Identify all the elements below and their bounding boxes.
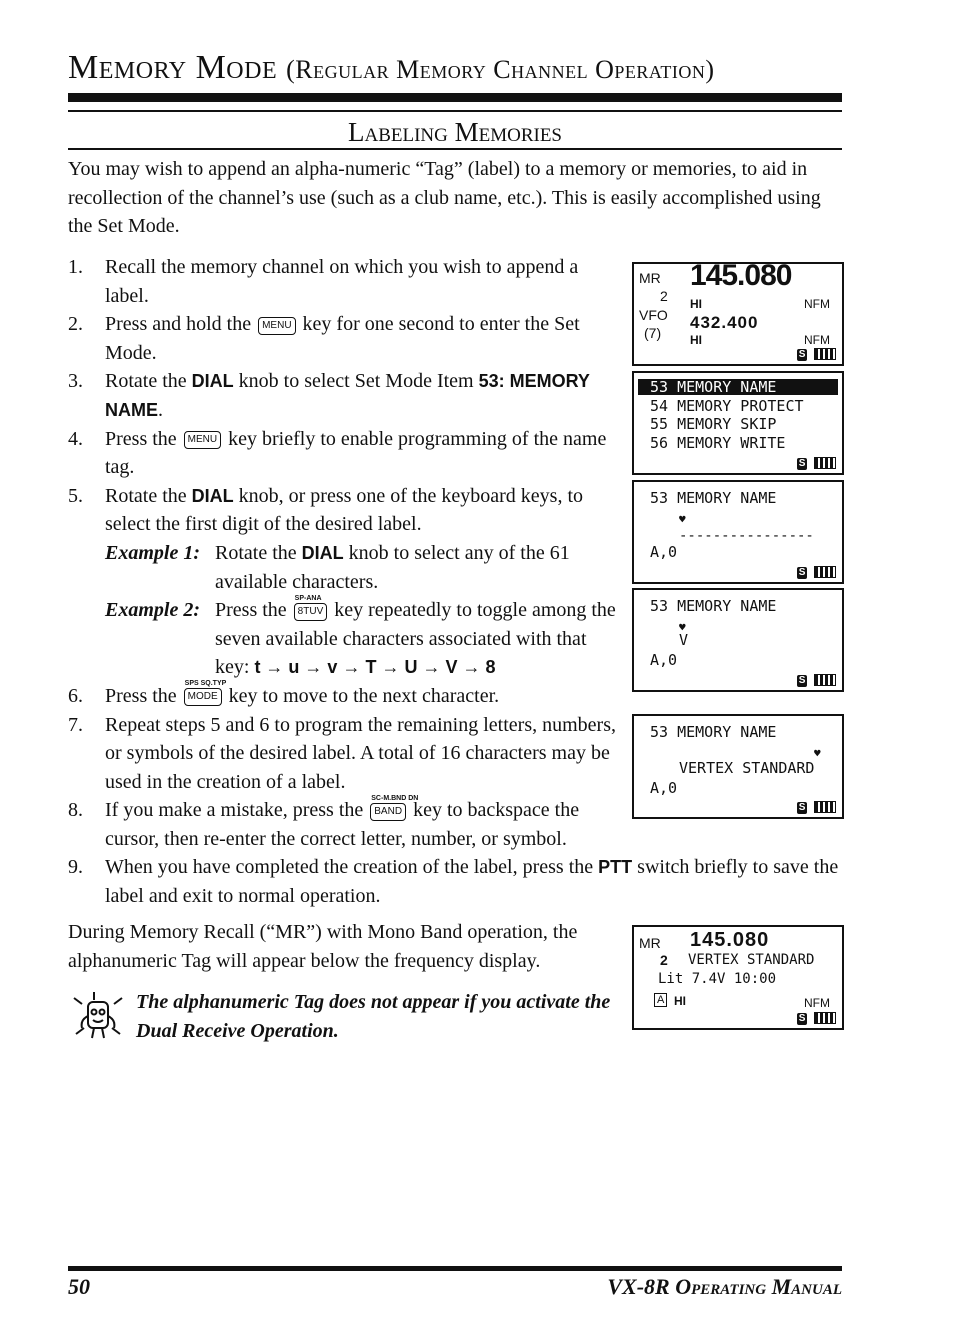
mr-paragraph: During Memory Recall (“MR”) with Mono Band operation, the alphanumeric Tag will appear below the frequency display. — [68, 921, 578, 972]
mode-key-icon: SPS SQ.TYP MODE — [184, 688, 222, 706]
example-2: Example 2: Press the SP-ANA 8TUV key repeatedly to toggle among the seven available characters associated with that key: t → u → v → T → U → V → 8 — [105, 594, 616, 679]
page-title-main: Memory Mode — [68, 49, 278, 86]
battery-icon: S — [797, 800, 836, 814]
battery-icon: S — [797, 565, 836, 579]
step-8: 8. If you make a mistake, press the SC-M.BND DN BAND key to backspace the cursor, then re-enter the correct letter, number, or symbol. — [68, 794, 580, 850]
lcd-name-complete: 53 MEMORY NAME ♥ VERTEX STANDARD A,0 S — [632, 714, 844, 819]
battery-icon: S — [797, 456, 836, 470]
footer — [68, 1274, 842, 1300]
title-rule — [68, 93, 842, 102]
step-5: 5. Rotate the DIAL knob, or press one of the keyboard keys, to select the first digit of the desired label. Example 1: Rotate the DIAL knob to select any of the 61 available characters. Example 2: Press the SP-ANA 8TUV key repeatedly to toggle among the seven available characters associated with that key: t → u → v → T → U → V → 8 — [68, 482, 618, 682]
section-rule-bottom — [68, 148, 842, 150]
step-6: 6. Press the SPS SQ.TYP MODE key to move to the next character. — [68, 680, 500, 707]
page-number: 50 — [68, 1274, 90, 1299]
example-1: Example 1: Rotate the DIAL knob to select any of the 61 available characters. — [105, 541, 570, 593]
cursor-icon: ♥ — [814, 747, 821, 760]
lcd-set-mode-menu: 53 MEMORY NAME 54 MEMORY PROTECT 55 MEMORY SKIP 56 MEMORY WRITE S — [632, 371, 844, 475]
section-rule-top — [68, 110, 842, 112]
step-3: 3. Rotate the DIAL knob to select Set Mode Item 53: MEMORY NAME. — [68, 370, 590, 421]
cursor-icon: ♥ — [679, 621, 686, 634]
step-4: 4. Press the MENU key briefly to enable programming of the name tag. — [68, 427, 607, 479]
lcd-dual-band: MR 145.080 2 HI NFM VFO (7) 432.400 HI NFM S — [632, 262, 844, 366]
lcd-name-first-char: 53 MEMORY NAME ♥ V A,0 S — [632, 588, 844, 692]
lcd-name-empty: 53 MEMORY NAME ♥ ---------------- A,0 S — [632, 480, 844, 584]
menu-key-icon: MENU — [184, 431, 221, 449]
char-sequence: t → u → v → T → U → V → 8 — [254, 657, 496, 678]
selected-menu-item: 53 MEMORY NAME — [638, 379, 838, 395]
manual-title: VX-8R Operating Manual — [607, 1274, 842, 1299]
band-key-icon: SC-M.BND DN BAND — [370, 803, 406, 821]
lcd-memory-recall-tag: MR 145.080 2 VERTEX STANDARD Lit 7.4V 10:00 A HI NFM S — [632, 925, 844, 1030]
step-9: 9. When you have completed the creation of the label, press the PTT switch briefly to save the label and exit to normal operation. — [68, 856, 839, 908]
note-mascot-icon — [72, 990, 124, 1042]
page-title-sub: (Regular Memory Channel Operation) — [286, 55, 715, 84]
note-text: The alphanumeric Tag does not appear if you activate the Dual Receive Operation. — [136, 991, 611, 1042]
eight-key-icon: SP-ANA 8TUV — [294, 603, 328, 621]
menu-key-icon: MENU — [258, 317, 295, 335]
page-title — [68, 48, 844, 90]
battery-icon: S — [797, 1011, 836, 1025]
section-title: Labeling Memories — [347, 117, 563, 147]
intro-paragraph: You may wish to append an alpha-numeric “Tag” (label) to a memory or memories, to aid in recollection of the channel’s use (such as a club name, etc.). This is easily accomplished using the Set Mode. — [68, 158, 821, 238]
footer-rule — [68, 1266, 842, 1271]
step-2: 2. Press and hold the MENU key for one second to enter the Set Mode. — [68, 313, 580, 364]
step-7: 7. Repeat steps 5 and 6 to program the remaining letters, numbers, or symbols of the desired label. A total of 16 characters may be used in the creation of a label. — [68, 713, 616, 793]
cursor-icon: ♥ — [679, 513, 686, 526]
step-1: 1. Recall the memory channel on which you wish to append a label. — [68, 256, 579, 307]
battery-icon: S — [797, 347, 836, 361]
battery-icon: S — [797, 673, 836, 687]
